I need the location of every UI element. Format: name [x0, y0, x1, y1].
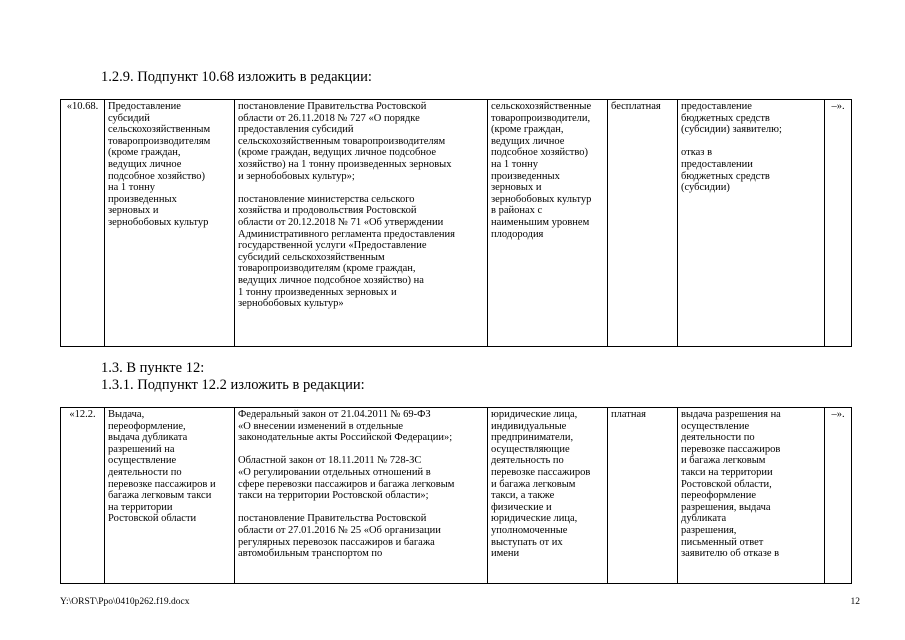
- section-heading-1-3: 1.3. В пункте 12:: [101, 360, 205, 376]
- footer-page-number: 12: [850, 597, 860, 607]
- recipients-cell: [488, 408, 608, 584]
- table-row: [61, 100, 852, 347]
- recipients: юридические лица, индивидуальные предприниматели, осуществляющие деятельность по перевозке пассажиров и багажа легковым такси, а также физические и юридические лица, уполномоченные выступать от их имени: [491, 409, 591, 560]
- legal-basis-1: постановление Правительства Ростовской области от 26.11.2018 № 727 «О порядке предоставления субсидий сельскохозяйственным товаропроизводителям (кроме граждан, ведущих личное подсобное хозяйство) на 1 тонну произведенных зерновых и зернобобовых культур»;: [238, 101, 452, 182]
- legal-basis-3: постановление Правительства Ростовской области от 27.01.2016 № 25 «Об организации регулярных перевозок пассажиров и багажа автомобильным транспортом по: [238, 513, 441, 560]
- legal-basis-cell: [235, 100, 488, 347]
- payment-cell: [608, 408, 678, 584]
- section-heading-1-3-1: 1.3.1. Подпункт 12.2 изложить в редакции:: [101, 377, 365, 393]
- item-number: «10.68.: [61, 100, 105, 347]
- service-name-cell: [105, 408, 235, 584]
- legal-basis-2: постановление министерства сельского хозяйства и продовольствия Ростовской области от 20.12.2018 № 71 «Об утверждении Административного регламента предоставления государственной услуги «Предоставление субсидий сельскохозяйственным товаропроизводителям (кроме граждан, ведущих личное подсобное хозяйство) на 1 тонну произведенных зерновых и зернобобовых культур»: [238, 193, 455, 310]
- recipients: сельскохозяйственные товаропроизводители, (кроме граждан, ведущих личное подсобное хозяйство) на 1 тонну произведенных зерновых и зернобобовых культур в районах с наименьшим уровнем плодородия: [491, 101, 592, 240]
- payment-type: бесплатная: [611, 101, 661, 112]
- result: выдача разрешения на осуществление деятельности по перевозке пассажиров и багажа легковым такси на территории Ростовской области, переоформление разрешения, выдача дубликата разрешения, письменный ответ заявителю об отказе в: [681, 409, 781, 560]
- result-2: отказ в предоставлении бюджетных средств (субсидии): [681, 147, 770, 194]
- table-item-10-68: [60, 99, 852, 347]
- footer-file-path: Y:\ORST\Ppo\0410p262.f19.docx: [60, 597, 190, 607]
- result-cell: [678, 100, 825, 347]
- result-cell: [678, 408, 825, 584]
- payment-type: платная: [611, 409, 646, 420]
- end-cell: [825, 100, 852, 347]
- legal-basis-cell: [235, 408, 488, 584]
- table-row: [61, 408, 852, 584]
- table-item-12-2: [60, 407, 852, 584]
- item-number: «12.2.: [61, 408, 105, 584]
- payment-cell: [608, 100, 678, 347]
- end-mark: –».: [831, 101, 845, 112]
- result-1: предоставление бюджетных средств (субсидии) заявителю;: [681, 101, 782, 136]
- service-name-cell: [105, 100, 235, 347]
- legal-basis-2: Областной закон от 18.11.2011 № 728-ЗС «О регулировании отдельных отношений в сфере перевозки пассажиров и багажа легковым такси на территории Ростовской области»;: [238, 455, 455, 502]
- section-heading-1-2-9: 1.2.9. Подпункт 10.68 изложить в редакции:: [101, 69, 372, 85]
- end-cell: [825, 408, 852, 584]
- service-name: Предоставление субсидий сельскохозяйственным товаропроизводителям (кроме граждан, ведущих личное подсобное хозяйство) на 1 тонну произведенных зерновых и зернобобовых культур: [108, 101, 211, 228]
- end-mark: –».: [831, 409, 845, 420]
- legal-basis-1: Федеральный закон от 21.04.2011 № 69-ФЗ «О внесении изменений в отдельные законодательные акты Российской Федерации»;: [238, 409, 453, 444]
- recipients-cell: [488, 100, 608, 347]
- service-name: Выдача, переоформление, выдача дубликата разрешений на осуществление деятельности по перевозке пассажиров и багажа легковым такси на территории Ростовской области: [108, 409, 216, 525]
